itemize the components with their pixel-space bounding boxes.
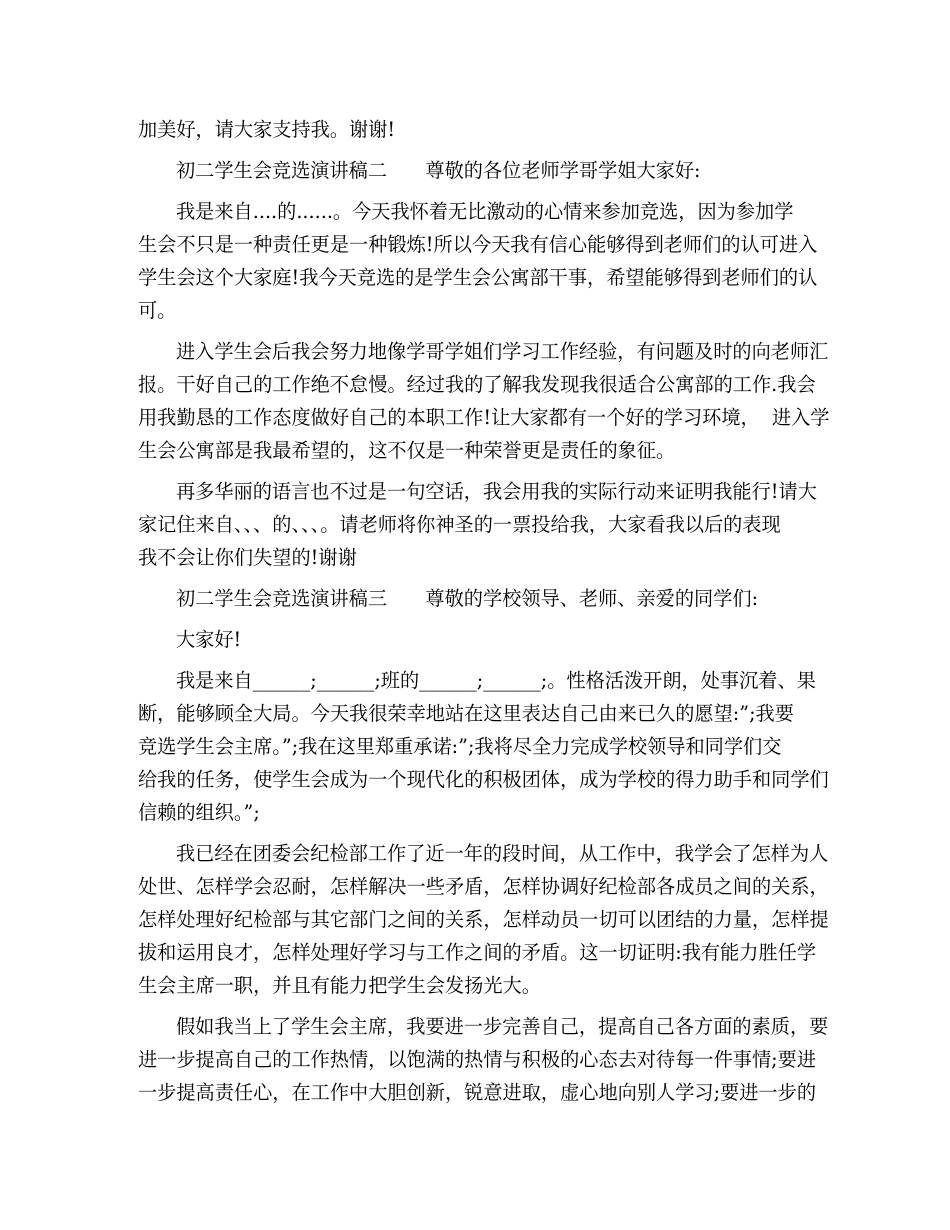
text-line: 初二学生会竞选演讲稿三 尊敬的学校领导、老师、亲爱的同学们: <box>176 587 759 610</box>
text-line: 生会公寓部是我最希望的，这不仅是一种荣誉更是责任的象征。 <box>138 439 676 462</box>
text-line: 可。 <box>138 299 177 322</box>
text-line: 进一步提高自己的工作热情，以饱满的热情与积极的心态去对待每一件事情;要进 <box>138 1048 817 1071</box>
text-line: 处世、怎样学会忍耐，怎样解决一些矛盾，怎样协调好纪检部各成员之间的关系， <box>138 875 829 898</box>
text-line: 再多华丽的语言也不过是一句空话，我会用我的实际行动来证明我能行!请大 <box>176 480 817 503</box>
text-line: 给我的任务，使学生会成为一个现代化的积极团体，成为学校的得力助手和同学们 <box>138 768 829 791</box>
text-line: 断，能够顾全大局。今天我很荣幸地站在这里表达自己由来已久的愿望:”;我要 <box>138 702 794 725</box>
text-line: 怎样处理好纪检部与其它部门之间的关系，怎样动员一切可以团结的力量，怎样提 <box>138 908 829 931</box>
text-line: 拔和运用良才，怎样处理好学习与工作之间的矛盾。这一切证明:我有能力胜任学 <box>138 941 817 964</box>
text-line: 家记住来自、、、的、、、。请老师将你神圣的一票投给我，大家看我以后的表现 <box>138 513 781 536</box>
text-line: 信赖的组织。”; <box>138 801 260 824</box>
text-line: 初二学生会竞选演讲稿二 尊敬的各位老师学哥学姐大家好: <box>176 159 701 182</box>
text-line: 大家好! <box>176 628 242 651</box>
text-line: 生会主席一职，并且有能力把学生会发扬光大。 <box>138 974 541 997</box>
text-line: 我不会让你们失望的!谢谢 <box>138 546 357 569</box>
text-line: 学生会这个大家庭!我今天竞选的是学生会公寓部干事，希望能够得到老师们的认 <box>138 266 818 289</box>
text-line: 报。干好自己的工作绝不怠慢。经过我的了解我发现我很适合公寓部的工作.我会 <box>138 373 816 396</box>
text-line: 进入学生会后我会努力地像学哥学姐们学习工作经验，有问题及时的向老师汇 <box>176 340 829 363</box>
text-line: 我是来自....的......。今天我怀着无比激动的心情来参加竞选，因为参加学 <box>176 200 794 223</box>
text-line: 我是来自______;______;班的______;______;。性格活泼开朗，处事沉着、果 <box>176 669 816 692</box>
text-line: 用我勤恳的工作态度做好自己的本职工作!让大家都有一个好的学习环境， 进入学 <box>138 406 830 429</box>
text-line: 一步提高责任心，在工作中大胆创新，锐意进取，虚心地向别人学习;要进一步的 <box>138 1081 817 1104</box>
text-line: 我已经在团委会纪检部工作了近一年的段时间，从工作中，我学会了怎样为人 <box>176 842 829 865</box>
text-line: 竞选学生会主席。”;我在这里郑重承诺:”;我将尽全力完成学校领导和同学们交 <box>138 735 782 758</box>
text-line: 加美好，请大家支持我。谢谢! <box>138 118 396 141</box>
text-line: 假如我当上了学生会主席，我要进一步完善自己，提高自己各方面的素质，要 <box>176 1015 829 1038</box>
text-line: 生会不只是一种责任更是一种锻炼!所以今天我有信心能够得到老师们的认可进入 <box>138 233 818 256</box>
document-body <box>138 113 830 1109</box>
